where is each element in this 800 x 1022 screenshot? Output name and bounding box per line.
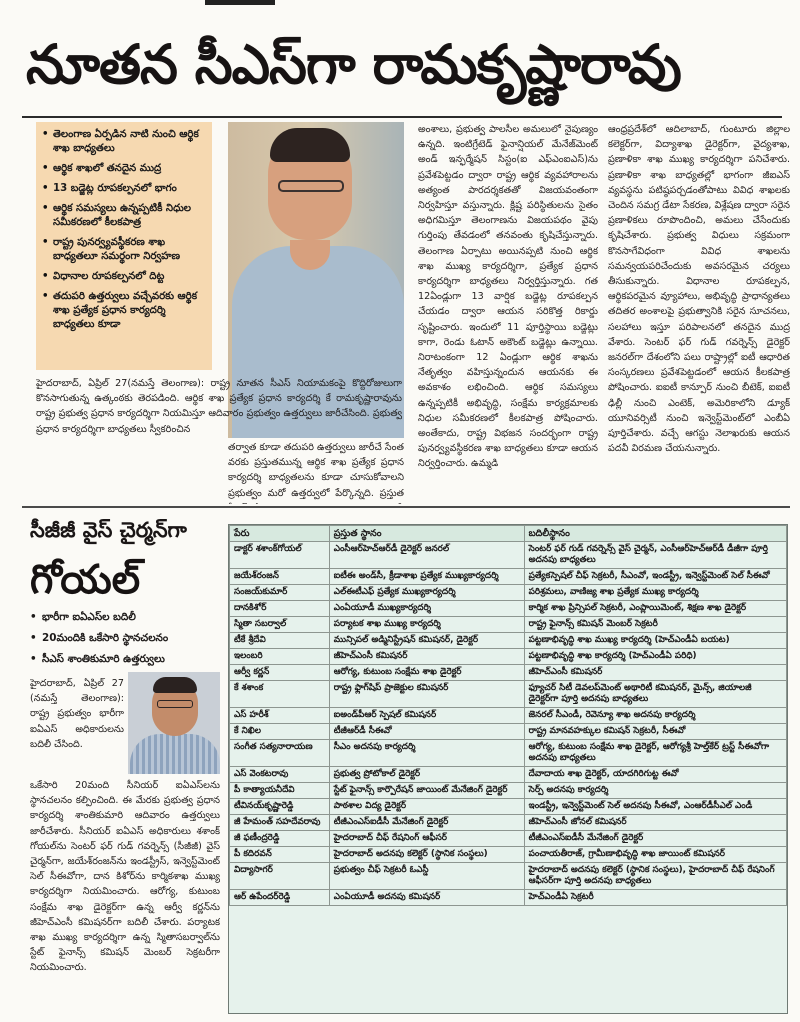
story2-bullet: • సీఎస్ శాంతికుమారి ఉత్తర్వులు xyxy=(30,652,220,666)
top-strip xyxy=(0,0,800,8)
cell-name: జీ హేమంత్ సహదేవరావు xyxy=(230,815,330,831)
cell-name: జీ ఫణీంద్రరెడ్డి xyxy=(230,831,330,847)
cell-name: సంగీత సత్యనారాయణ xyxy=(230,740,330,767)
story2-bullets xyxy=(30,610,220,673)
cell-name: పీ కాత్యాయనీదేవి xyxy=(230,783,330,799)
cell-current-post: స్టేట్ ఫైనాన్స్ కార్పొరేషన్ జాయింట్ మేనేజింగ్ డైరెక్టర్ xyxy=(329,783,524,799)
highlights-list xyxy=(42,128,206,332)
highlight-item: • ఆర్థిక సమస్యలు ఉన్నప్పటికీ నిధుల సమీకరణలో కీలకపాత్ర xyxy=(42,202,206,230)
table-row xyxy=(230,633,787,649)
cell-name: కే నిఖిల xyxy=(230,724,330,740)
cell-name: కే శశాంక xyxy=(230,681,330,708)
cell-current-post: ఎంఏయూడీ అదనపు కమిషనర్ xyxy=(329,890,524,906)
table-row xyxy=(230,740,787,767)
col2-text: తర్వాత కూడా తదుపరి ఉత్తర్వులు జారీచే సేంత వరకు ప్రస్తుతమున్న ఆర్థిక శాఖ ప్రత్యేక ప్రధాన కార్యదర్శి బాధ్యతలను కూడా చూసుకోవాలని ప్రభుత్వం మరో ఉత్తర్వులో పేర్కొన్నది. ప్రస్తుత xyxy=(228,442,404,499)
story2-bullet: • భారీగా ఐఏఎస్‌ల బదిలీ xyxy=(30,610,220,624)
highlight-item: • ఆర్థిక శాఖలో తనదైన ముద్ర xyxy=(42,162,206,176)
cell-new-post: రాష్ట్ర ఫైనాన్స్ కమిషన్ మెంబర్ సెక్రటరీ xyxy=(524,617,786,633)
table-row xyxy=(230,767,787,783)
article-column-3 xyxy=(418,122,598,502)
lead-paragraph: హైదరాబాద్, ఏప్రిల్ 27(నమస్తే తెలంగాణ): రాష్ట్ర నూతన సీఎస్ నియామకంపై కొద్దిరోజులుగా కొనసాగుతున్న ఉత్కంఠకు తెరపడింది. ఆర్థిక శాఖ ప్రత్యేక ప్రధాన కార్యదర్శి కే రామకృష్ణారావును రాష్ట్ర ప్రభుత్వ ప్రధాన కార్యదర్శిగా నియమిస్తూ ఆదివారం ప్రభుత్వం ఉత్తర్వులు జారీచేసింది. ప్రభుత్వ ప్రధాన కార్యదర్శిగా బాధ్యతలు స్వీకరించిన xyxy=(36,378,402,435)
table-row xyxy=(230,847,787,863)
cell-current-post: ఎల్ఈటీఎఫ్ ప్రత్యేక ముఖ్యకార్యదర్శి xyxy=(329,585,524,601)
col3-text: అంశాలు, ప్రభుత్వ పాలసీల అమలులో నైపుణ్యం ఉన్నది. ఇంటిగ్రేటెడ్ ఫైనాన్షియల్ మేనేజ్‌మెంట్ అండ్ ఇన్ఫర్మేషన్ సిస్టం(ఐ ఎఫ్‌ఎంఐఎస్)ను ప్రవేశపెట్టడం ద్వారా రాష్ట్ర ఆర్థిక వ్యవహారాలను అత్యంత పారదర్శకతతో విజయవంతంగా నిర్వహిస్తూ వస్తున్నారు. క్లిష్ట పరిస్థితులను సైతం అధిగమిస్తూ తెలంగాణను విజయపథం వైపు గుర్తింపు తేవడంలో తనవంతు కృషిచేస్తున్నారు. తెలంగాణ ఏర్పాటు అయినప్పటి నుంచి ఆర్థిక శాఖ ముఖ్య కార్యదర్శిగా, ప్రత్యేక ప్రధాన కార్యదర్శిగా బాధ్యతలు నిర్వర్తిస్తున్నారు. గత 12ఏండ్లుగా 13 వార్షిక బడ్జెట్ల రూపకల్పన చేయడం ద్వారా ఆయన సరికొత్త రికార్డు సృష్టించారు. ఇందులో 11 పూర్తిస్థాయి బడ్జెట్లు కాగా, రెండు ఓటాన్ అకౌంట్ బడ్జెట్లు ఉన్నాయి. నిరాటంకంగా 12 ఏండ్లుగా ఆర్థిక శాఖను నేతృత్వం వహిస్తున్నందున ఆయనకు ఈ అవకాశం లభించింది. ఆర్థిక సమస్యలు ఉన్నప్పటికీ అభివృద్ధి, సంక్షేమ కార్యక్రమాలకు నిధుల సమీకరణలో కీలకపాత్ర పోషించారు. అంతేకాదు, రాష్ట్ర విభజన సందర్భంగా రాష్ట్ర పునర్వ్యవస్థీకరణ శాఖ బాధ్యతలు కూడా ఆయన నిర్వర్తించారు. ఉమ్మడి xyxy=(418,124,598,470)
header-current-post: ప్రస్తుత స్థానం xyxy=(329,526,524,542)
cell-name: స్మితా సబర్వాల్ xyxy=(230,617,330,633)
cell-name: దానకిశోర్ xyxy=(230,601,330,617)
cell-current-post: ప్రభుత్వం చీఫ్ సెక్రటరీ ఓఎస్డీ xyxy=(329,863,524,890)
table-row xyxy=(230,601,787,617)
highlight-item: • రాష్ట్ర పునర్వ్యవస్థీకరణ శాఖ బాధ్యతలూ సమర్థంగా నిర్వహణ xyxy=(42,236,206,264)
cell-new-post: ప్రత్యేకస్పెషల్ చీఫ్ సెక్రటరీ, సీఎంవో, ఇండస్ట్రీ, ఇన్వెస్ట్‌మెంట్ సెల్ సీఈవో xyxy=(524,569,786,585)
cell-current-post: పర్యాటక శాఖ ముఖ్య కార్యదర్శి xyxy=(329,617,524,633)
cell-new-post: దేవాదాయ శాఖ డైరెక్టర్, యాదగిరిగుట్ట ఈవో xyxy=(524,767,786,783)
table-row xyxy=(230,681,787,708)
highlight-item: • 13 బడ్జెట్ల రూపకల్పనలో భాగం xyxy=(42,182,206,196)
section-divider xyxy=(22,506,790,508)
table-row xyxy=(230,542,787,569)
cell-name: ఆర్వీ కర్ణన్ xyxy=(230,665,330,681)
cell-new-post: పరిశ్రమలు, వాణిజ్య శాఖ ప్రత్యేక ముఖ్య కార్యదర్శి xyxy=(524,585,786,601)
cell-new-post: పట్టణాభివృద్ధి శాఖ కార్యదర్శి (హెచ్ఎండీఏ పరిధి) xyxy=(524,649,786,665)
highlights-box xyxy=(36,122,212,370)
table-row xyxy=(230,863,787,890)
cell-current-post: రాష్ట్ర ఫ్లాగ్‌షిప్ ప్రాజెక్టుల కమిషనర్ xyxy=(329,681,524,708)
cell-name: సంజయ్‌కుమార్ xyxy=(230,585,330,601)
cell-name: టీవినయ్‌కృష్ణారెడ్డి xyxy=(230,799,330,815)
cell-new-post: టీజీఎంఎస్ఐడీసీ మేనేజింగ్ డైరెక్టర్ xyxy=(524,831,786,847)
cell-new-post: జెనరల్ సీఎండీ, రెవెన్యూ శాఖ అదనపు కార్యదర్శి xyxy=(524,708,786,724)
cell-current-post: టీజీఎంఎస్ఐడీసీ మేనేజింగ్ డైరెక్టర్ xyxy=(329,815,524,831)
headline-rule xyxy=(22,116,782,118)
cell-name: ఆర్ ఉపేందర్‌రెడ్డి xyxy=(230,890,330,906)
cell-name: పీ కదిరవన్ xyxy=(230,847,330,863)
story2-title-line2: గోయల్ xyxy=(30,557,141,603)
highlight-item: • తెలంగాణ ఏర్పడిన నాటి నుంచి ఆర్థిక శాఖ బాధ్యతలు xyxy=(42,128,206,156)
table-row xyxy=(230,831,787,847)
cell-name: డాక్టర్ శశాంక్‌గోయల్ xyxy=(230,542,330,569)
cell-name: ఎస్ హరీశ్ xyxy=(230,708,330,724)
cell-name: ఎస్ వెంకటరావు xyxy=(230,767,330,783)
headline-text: నూతన సీఎస్‌గా రామకృష్ణారావు xyxy=(26,32,681,96)
cell-current-post: ఎంఏయూడీ ముఖ్యకార్యదర్శి xyxy=(329,601,524,617)
cell-current-post: ఆరోగ్య, కుటుంబ సంక్షేమ శాఖ డైరెక్టర్ xyxy=(329,665,524,681)
table-row xyxy=(230,783,787,799)
table-row xyxy=(230,617,787,633)
cell-current-post: సీఎం అదనపు కార్యదర్శి xyxy=(329,740,524,767)
cell-current-post: ఎంసీఆర్‌హెచ్ఆర్‌డీ డైరెక్టర్ జనరల్ xyxy=(329,542,524,569)
cell-current-post: హైదరాబాద్ చీఫ్ రేషనింగ్ ఆఫీసర్ xyxy=(329,831,524,847)
cell-new-post: జీహెచ్ఎంసీ జోనల్ కమిషనర్ xyxy=(524,815,786,831)
table-row xyxy=(230,649,787,665)
header-name: పేరు xyxy=(230,526,330,542)
cell-new-post: సెర్ప్ అదనపు కార్యదర్శి xyxy=(524,783,786,799)
story2-bullet: • 20మందికి ఒకేసారి స్థానచలనం xyxy=(30,631,220,645)
cell-current-post: ఐఅండ్‌పీఆర్ స్పెషల్ కమిషనర్ xyxy=(329,708,524,724)
table-row xyxy=(230,585,787,601)
story2-title-line1: సీజీజీ వైస్ చైర్మన్‌గా xyxy=(30,518,187,542)
cell-name: టీకే శ్రీదేవి xyxy=(230,633,330,649)
cell-new-post: జీహెచ్ఎంసీ కమిషనర్ xyxy=(524,665,786,681)
story2-text-b: ఒకేసారి 20మంది సీనియర్ ఐఏఎస్‌లను స్థానచలనం కల్పించింది. ఈ మేరకు ప్రభుత్వ ప్రధాన కార్యదర్శి శాంతికుమారి ఆదివారం ఉత్తర్వులు జారీచేశారు. సీనియర్ ఐఏఎస్ అధికారులు శశాంక్ గోయల్‌ను సెంటర్ ఫర్ గుడ్ గవర్నెన్స్ (సీజీజీ) వైస్ చైర్మన్‌గా, జయేశ్‌రంజన్‌ను ఇండస్ట్రీస్, ఇన్వెస్ట్‌మెంట్ సెల్ సీఈవోగా, దాన కిశోర్‌ను కార్మికశాఖ ముఖ్య కార్యదర్శిగా నియమించారు. ఆరోగ్య, కుటుంబ సంక్షేమ శాఖ డైరెక్టర్‌గా ఉన్న ఆర్వీ కర్ణన్‌ను జీహెచ్ఎంసీ కమిషనర్‌గా బదిలీ చేశారు. పర్యాటక శాఖ ముఖ్య కార్యదర్శిగా ఉన్న స్మితాసబర్వాల్‌ను స్టేట్ ఫైనాన్స్ కమిషన్ మెంబర్ సెక్రటరీగా నియమించారు. xyxy=(30,780,220,974)
table-row xyxy=(230,799,787,815)
cell-new-post: రాష్ట్ర మానవహక్కుల కమిషన్ సెక్రటరీ, సీఈవో xyxy=(524,724,786,740)
article-column-2a xyxy=(228,440,404,504)
cell-current-post: ఐటీఈ అండ్‌సీ, క్రీడాశాఖ ప్రత్యేక ముఖ్యకార్యదర్శి xyxy=(329,569,524,585)
cell-new-post: హెచ్ఎండీఏ సెక్రటరీ xyxy=(524,890,786,906)
cell-new-post: ఆరోగ్య, కుటుంబ సంక్షేమ శాఖ డైరెక్టర్, ఆరోగ్యశ్రీ హెల్త్‌కేర్ ట్రస్ట్ సీఈవోగా అదనపు బాధ్యతలు xyxy=(524,740,786,767)
cell-name: జయేశ్‌రంజన్ xyxy=(230,569,330,585)
table-row xyxy=(230,890,787,906)
header-new-post: బదిలీస్థానం xyxy=(524,526,786,542)
table-row xyxy=(230,569,787,585)
cell-current-post: మున్సిపల్ అడ్మినిస్ట్రేషన్ కమిషనర్, డైరెక్టర్ xyxy=(329,633,524,649)
cell-new-post: హైదరాబాద్ అదనపు కలెక్టర్ (స్థానిక సంస్థలు), హైదరాబాద్ చీఫ్ రేషనింగ్ ఆఫీసర్‌గా పూర్తి అదనపు బాధ్యతలు xyxy=(524,863,786,890)
transfers-table-box xyxy=(228,524,788,1014)
col4-text: ఆంధ్రప్రదేశ్‌లో ఆదిలాబాద్, గుంటూరు జిల్లాల కలెక్టర్‌గా, విద్యాశాఖ డైరెక్టర్‌గా, వైద్యశాఖ, ప్రణాళికా శాఖ ముఖ్య కార్యదర్శిగా పనిచేశారు. ప్రణాళికా శాఖ బాధ్యతల్లో భాగంగా జీఐఎస్ వ్యవస్థను పటిష్ఠపర్చడంతోపాటు వివిధ శాఖలకు చెందిన సమగ్ర డేటా సేకరణ, విశ్లేషణ ద్వారా సరైన ప్రణాళికలు రూపొందించి, అమలు చేసేందుకు కృషిచేశారు. ప్రభుత్వ విధులు సక్రమంగా కొనసాగేవిధంగా వివిధ శాఖలను సమన్వయపరిచేందుకు అవసరమైన చర్యలు తీసుకున్నారు. విధానాల రూపకల్పన, ఆర్థికపరమైన వ్యూహాలు, అభివృద్ధి ప్రాధాన్యతలు తదితర అంశాలపై ప్రభుత్వానికి సరైన సూచనలు, సలహాలు ఇస్తూ పరిపాలనలో తనదైన ముద్ర వేశారు. సెంటర్ ఫర్ గుడ్ గవర్నెన్స్ డైరెక్టర్ జనరల్‌గా దేశంలోని పలు రాష్ట్రాల్లో ఐటీ ఆధారిత సంస్కరణలు ప్రవేశపెట్టడంలో ఆయన కీలకపాత్ర పోషించారు. ఐఐటీ కాన్పూర్ నుంచి బీటెక్, ఐఐటీ ఢిల్లీ నుంచి ఎంటెక్, అమెరికాలోని డ్యూక్ యూనివర్సిటీ నుంచి ఇన్వెస్ట్‌మెంట్‌లో ఎంబీఏ పూర్తిచేశారు. వచ్చే ఆగస్టు నెలాఖరుకు ఆయన పదవీ విరమణ చేయనున్నారు. xyxy=(608,124,790,455)
portrait-photo-goyal xyxy=(128,672,220,774)
transfers-table xyxy=(229,525,787,906)
table-header-row xyxy=(230,526,787,542)
cell-current-post: పాఠశాల విద్య డైరెక్టర్ xyxy=(329,799,524,815)
cell-new-post: ఫ్యూచర్ సిటీ డెవలప్‌మెంట్ అథారిటీ కమిషనర్, మైన్స్, జియాలజీ డైరెక్టర్‌గా పూర్తి అదనపు బాధ్యతలు xyxy=(524,681,786,708)
cell-new-post: పట్టణాభివృద్ధి శాఖ ముఖ్య కార్యదర్శి (హెచ్ఎండీఏ బయట) xyxy=(524,633,786,649)
cell-new-post: కార్మిక శాఖ ప్రిన్సిపల్ సెక్రటరీ, ఎంప్లాయిమెంట్, శిక్షణ శాఖ డైరెక్టర్ xyxy=(524,601,786,617)
highlight-item: • తదుపరి ఉత్తర్వులు వచ్చేవరకు ఆర్థిక శాఖ ప్రత్యేక ప్రధాన కార్యదర్శి బాధ్యతలు కూడా xyxy=(42,290,206,332)
table-row xyxy=(230,708,787,724)
table-row xyxy=(230,815,787,831)
cell-current-post: జీహెచ్ఎంసీ కమిషనర్ xyxy=(329,649,524,665)
article-column-4 xyxy=(608,122,790,502)
cell-name: ఇలంబరి xyxy=(230,649,330,665)
cell-new-post: సెంటర్ ఫర్ గుడ్ గవర్నెన్స్ వైస్ చైర్మన్, ఎంసీఆర్‌హెచ్‌ఆర్‌డీ డీజీగా పూర్తి అదనపు బాధ్యతలు xyxy=(524,542,786,569)
table-row xyxy=(230,665,787,681)
table-row xyxy=(230,724,787,740)
story2-text-a: హైదరాబాద్, ఏప్రిల్ 27 (నమస్తే తెలంగాణ): రాష్ట్ర ప్రభుత్వం భారీగా ఐఏఎస్ అధికారులను బదిలీ చేసింది. xyxy=(30,678,124,750)
cell-name: విద్యాసాగర్ xyxy=(230,863,330,890)
headline xyxy=(26,30,786,112)
cell-current-post: హైదరాబాద్ అదనపు కలెక్టర్ (స్థానిక సంస్థలు) xyxy=(329,847,524,863)
highlight-item: • విధానాల రూపకల్పనలో దిట్ట xyxy=(42,270,206,284)
cell-new-post: ఇండస్ట్రీ, ఇన్వెస్ట్‌మెంట్ సెల్ అదనపు సీఈవో, ఎంఆర్‌డీసీఎల్ ఎండీ xyxy=(524,799,786,815)
cell-new-post: పంచాయతీరాజ్, గ్రామీణాభివృద్ధి శాఖ జాయింట్ కమిషనర్ xyxy=(524,847,786,863)
cell-current-post: టీజీఆర్‌డీ సీఈవో xyxy=(329,724,524,740)
cell-current-post: ప్రభుత్వ ప్రోటోకాల్ డైరెక్టర్ xyxy=(329,767,524,783)
masthead-fragment xyxy=(205,0,275,5)
